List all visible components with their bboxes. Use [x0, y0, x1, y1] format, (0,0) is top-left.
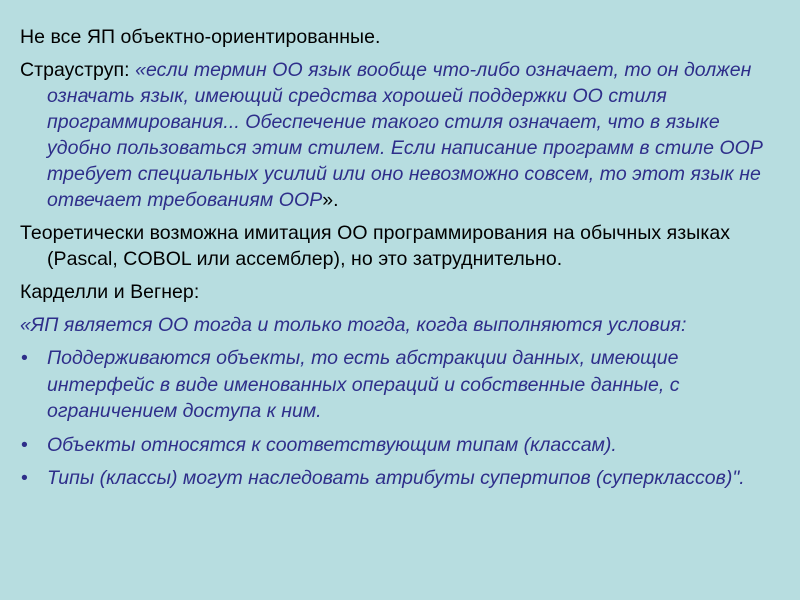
stroustrup-paragraph — [20, 57, 780, 213]
final-close-quote: ". — [732, 467, 745, 489]
bullet-text: Объекты относятся к соответствующим типам (классам). — [47, 433, 617, 456]
stroustrup-label: Страуструп: — [20, 59, 136, 81]
not-all-oo-text: Не все ЯП объектно-ориентированные. — [20, 26, 381, 48]
imitation-paragraph — [20, 220, 780, 272]
bullet-dot-icon: • — [21, 347, 28, 369]
cardelli-quote-paragraph — [20, 312, 780, 338]
cardelli-quote: ЯП является ОО тогда и только тогда, когда выполняются условия: — [30, 314, 687, 336]
bullet-dot-icon: • — [21, 467, 28, 489]
cardelli-label: Карделли и Вегнер: — [20, 281, 200, 303]
bullet-text: Поддерживаются объекты, то есть абстракции данных, имеющие интерфейс в виде именованных операций и собственные данные, с ограничением доступа к ним. — [47, 347, 680, 422]
bullet-text: Типы (классы) могут наследовать атрибуты супертипов (суперклассов) — [47, 467, 733, 489]
bullet-item — [20, 465, 780, 492]
imitation-text: Теоретически возможна имитация ОО программирования на обычных языках (Pascal, COBOL или ассемблер), но это затруднительно. — [20, 222, 731, 270]
cardelli-label-paragraph — [20, 279, 780, 305]
not-all-oo-statement — [20, 24, 780, 50]
stroustrup-close-quote: ». — [322, 189, 339, 211]
bullet-dot-icon: • — [21, 433, 28, 456]
cardelli-open-quote: « — [20, 314, 31, 336]
stroustrup-quote: если термин ОО язык вообще что-либо означает, то он должен означать язык, имеющий средства хорошей поддержки ОО стиля программирования... Обеспечение такого стиля означает, что в языке удобно пользоваться этим стилем. Если написание программ в стиле ООР требует специальных усилий или оно невозможно совсем, то этот язык не отвечает требованиям ООР — [47, 59, 763, 211]
stroustrup-open-quote: « — [135, 59, 146, 81]
bullet-item — [20, 432, 780, 459]
bullet-item — [20, 345, 780, 425]
